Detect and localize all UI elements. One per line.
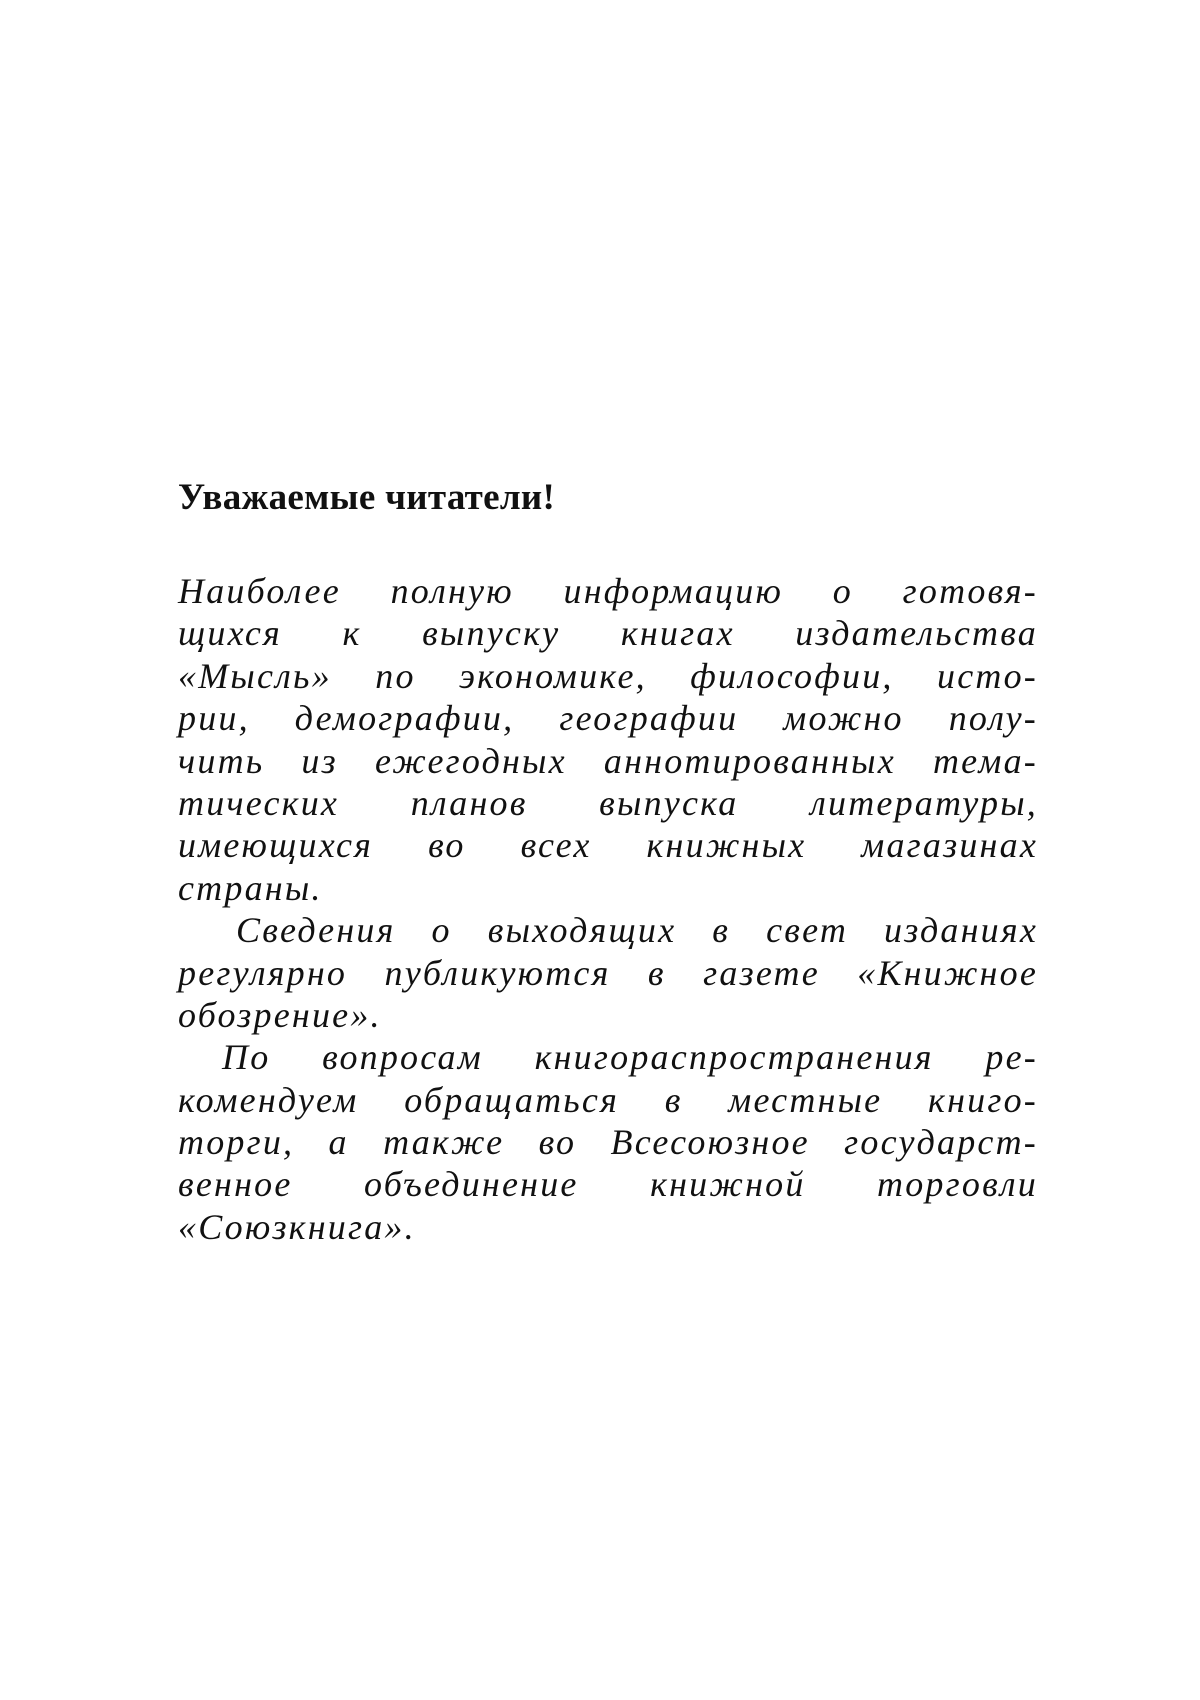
paragraph-newspaper-info bbox=[178, 909, 1038, 1036]
paragraph-distribution-info bbox=[178, 1036, 1038, 1248]
text-line: страны. bbox=[178, 867, 323, 908]
text-line: Сведения о выходящих в свет изданиях bbox=[236, 910, 1038, 951]
text-line: имеющихся во всех книжных магазинах bbox=[178, 825, 1038, 866]
text-line: Наиболее полную информацию о готовя- bbox=[178, 571, 1038, 611]
text-line: По вопросам книгораспространения ре- bbox=[222, 1037, 1038, 1078]
text-line: «Мысль» по экономике, философии, исто- bbox=[178, 655, 1038, 696]
readers-notice bbox=[178, 476, 1038, 1248]
notice-heading: Уважаемые читатели! bbox=[178, 477, 556, 518]
paragraph-publisher-info bbox=[178, 570, 1038, 909]
text-line: регулярно публикуются в газете «Книжное bbox=[178, 952, 1038, 993]
text-line: обозрение». bbox=[178, 994, 382, 1035]
notice-body bbox=[178, 570, 1038, 1248]
text-line: тических планов выпуска литературы, bbox=[178, 782, 1038, 823]
text-line: щихся к выпуску книгах издательства bbox=[178, 613, 1038, 654]
text-line: венное объединение книжной торговли bbox=[178, 1164, 1038, 1205]
text-line: комендуем обращаться в местные книго- bbox=[178, 1079, 1038, 1120]
text-line: рии, демографии, географии можно полу- bbox=[178, 698, 1038, 739]
text-line: чить из ежегодных аннотированных тема- bbox=[178, 740, 1038, 781]
text-line: торги, а также во Всесоюзное государст- bbox=[178, 1122, 1038, 1163]
text-line: «Союзкнига». bbox=[178, 1206, 416, 1247]
